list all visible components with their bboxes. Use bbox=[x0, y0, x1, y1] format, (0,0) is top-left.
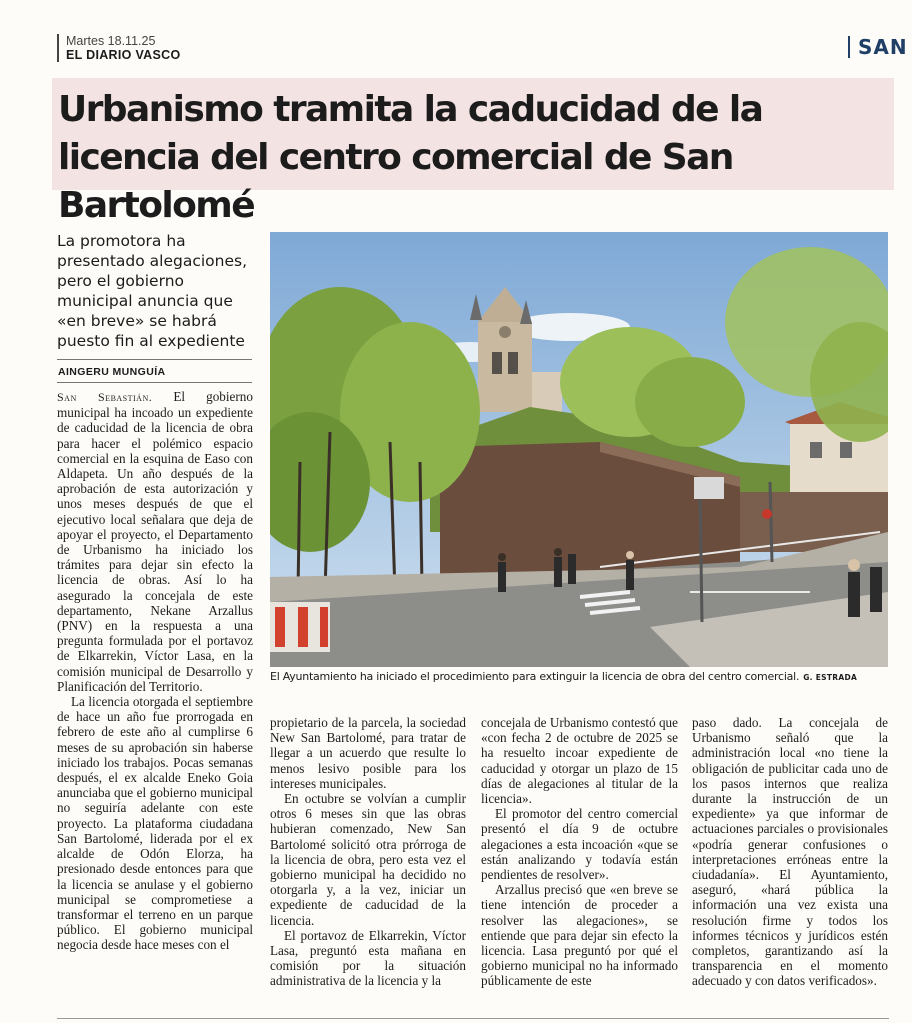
paragraph: concejala de Urbanismo contestó que «con fecha 2 de octubre de 2025 se ha resuelto incoar expediente de caducidad y otorgar un plazo de 15 días de alegaciones al titular de la licencia». bbox=[481, 715, 679, 807]
photo-caption bbox=[270, 670, 890, 683]
photo-credit: G. ESTRADA bbox=[803, 673, 858, 682]
paragraph: El promotor del centro comercial presentó el día 9 de octubre alegaciones a esta incoación «que se están analizando y todavía están pendientes de resolver». bbox=[481, 806, 678, 883]
paragraph bbox=[57, 389, 253, 694]
article-column-3 bbox=[481, 715, 678, 989]
paragraph: Arzallus precisó que «en breve se tiene intención de proceder a resolver las alegaciones», se entiende que para dejar sin efecto la licencia. Lasa preguntó por qué el gobierno municipal no ha informado públicamente de este bbox=[481, 882, 678, 989]
byline: AINGERU MUNGUÍA bbox=[58, 366, 166, 378]
newspaper-name: EL DIARIO VASCO bbox=[66, 48, 181, 62]
article-column-2 bbox=[270, 715, 466, 989]
paragraph: paso dado. La concejala de Urbanismo señaló que la administración local «no tiene la obligación de publicitar cada uno de los pasos internos que realiza durante la instrucción de un expediente» ya que informar de actuaciones parciales o provisionales «podría generar confusiones o interpretaciones erróneas entre la ciudadanía». El Ayuntamiento, aseguró, «hará pública la información una vez exista una resolución firme y todos los informes técnicos y jurídicos estén completos, garantizando así la transparencia en el momento adecuado y con datos verificados». bbox=[692, 715, 888, 989]
article-column-1 bbox=[57, 389, 253, 953]
divider bbox=[57, 382, 252, 383]
dateline-place: San Sebastián. bbox=[57, 390, 153, 404]
masthead bbox=[57, 34, 180, 62]
article-column-4 bbox=[692, 715, 888, 989]
subhead: La promotora ha presentado alegaciones, pero el gobierno municipal anuncia que «en breve» se habrá puesto fin al expediente bbox=[57, 232, 248, 350]
paragraph: La licencia otorgada el septiembre de hace un año fue prorrogada en febrero de este año al cumplirse 6 meses de su aprobación sin haberse iniciado los trabajos. Pocas semanas después, el ex alcalde Eneko Goia anunciaba que el gobierno municipal no seguiría adelante con este proyecto. La plataforma ciudadana San Bartolomé, liderada por el ex alcalde de Odón Elorza, ha presionado desde entonces para que la licencia se anulase y el gobierno municipal se comprometiese a transformar el terreno en un parque público. El gobierno municipal negocia desde hace meses con el bbox=[57, 694, 253, 953]
issue-date: Martes 18.11.25 bbox=[66, 34, 156, 48]
section-label: SAN bbox=[848, 36, 908, 58]
paragraph: propietario de la parcela, la sociedad New San Bartolomé, para tratar de llegar a un acuerdo que resulte lo menos lesivo posible para los intereses municipales. bbox=[270, 715, 466, 791]
article-photo bbox=[270, 232, 888, 667]
bottom-divider bbox=[57, 1018, 889, 1019]
divider bbox=[57, 359, 252, 360]
paragraph: El portavoz de Elkarrekin, Víctor Lasa, preguntó esta mañana en comisión por la situación administrativa de la licencia y la bbox=[270, 927, 466, 989]
paragraph-text: El gobierno municipal ha incoado un expediente de caducidad de la licencia de obra para hacer el polémico espacio comercial en la esquina de Easo con Aldapeta. Un año después de la aprobación de esta autorización y unos meses después de que el ejecutivo local señalara que deja de apoyar el proyecto, el Departamento de Urbanismo ha iniciado los trámites para dejar sin efecto la licencia de obras. Así lo ha asegurado la concejala de este departamento, Nekane Arzallus (PNV) en la respuesta a una pregunta formulada por el portavoz de Elkarrekin, Víctor Lasa, en la comisión municipal de Desarrollo y Planificación del Territorio. bbox=[57, 389, 253, 694]
caption-text: El Ayuntamiento ha iniciado el procedimiento para extinguir la licencia de obra del centro comercial. bbox=[270, 670, 800, 683]
headline: Urbanismo tramita la caducidad de la licencia del centro comercial de San Bartolomé bbox=[58, 89, 763, 226]
paragraph: En octubre se volvían a cumplir otros 6 meses sin que las obras hubieran comenzado, New San Bartolomé solicitó otra prórroga de la licencia de obra, pero esta vez el gobierno municipal ha decidido no otorgarla y, a la vez, iniciar un expediente de caducidad de la licencia. bbox=[270, 791, 466, 928]
